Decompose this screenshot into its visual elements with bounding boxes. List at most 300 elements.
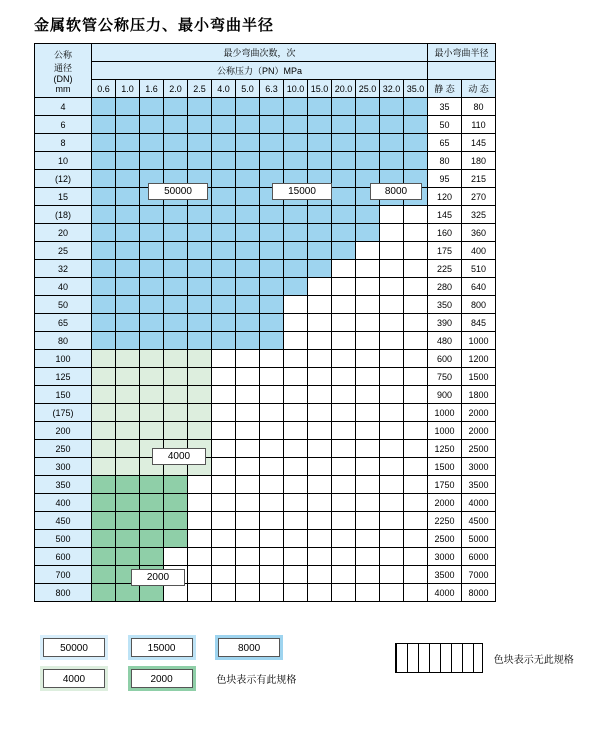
dn-cell: 800 xyxy=(35,584,92,602)
spec-cell xyxy=(236,350,260,368)
dynamic-radius-cell: 400 xyxy=(462,242,496,260)
static-radius-cell: 1000 xyxy=(428,404,462,422)
pressure-header-cell: 20.0 xyxy=(332,80,356,98)
table-row xyxy=(35,332,496,350)
static-header: 静 态 xyxy=(428,80,462,98)
spec-cell xyxy=(404,512,428,530)
spec-cell xyxy=(92,404,116,422)
dynamic-radius-cell: 510 xyxy=(462,260,496,278)
spec-cell xyxy=(140,530,164,548)
spec-cell xyxy=(116,530,140,548)
legend-swatch-2000 xyxy=(128,666,196,691)
spec-cell xyxy=(308,314,332,332)
spec-cell xyxy=(188,530,212,548)
spec-cell xyxy=(380,98,404,116)
spec-cell xyxy=(140,224,164,242)
bend-count-header: 最少弯曲次数，次 xyxy=(92,44,428,62)
header-row-1 xyxy=(35,44,496,62)
dn-cell: 6 xyxy=(35,116,92,134)
spec-cell xyxy=(188,242,212,260)
table-row xyxy=(35,314,496,332)
spec-cell xyxy=(236,332,260,350)
spec-cell xyxy=(188,206,212,224)
spec-cell xyxy=(308,98,332,116)
spec-cell xyxy=(92,278,116,296)
dn-cell: 100 xyxy=(35,350,92,368)
dn-cell: 50 xyxy=(35,296,92,314)
dn-cell: 150 xyxy=(35,386,92,404)
spec-cell xyxy=(140,332,164,350)
spec-cell xyxy=(284,368,308,386)
spec-cell xyxy=(404,116,428,134)
spec-cell xyxy=(212,188,236,206)
spec-cell xyxy=(188,512,212,530)
dynamic-radius-cell: 800 xyxy=(462,296,496,314)
table-row xyxy=(35,242,496,260)
spec-cell xyxy=(260,350,284,368)
table-row xyxy=(35,224,496,242)
spec-cell xyxy=(188,224,212,242)
spec-cell xyxy=(188,152,212,170)
spec-cell xyxy=(236,476,260,494)
spec-cell xyxy=(92,260,116,278)
spec-cell xyxy=(236,584,260,602)
spec-cell xyxy=(236,206,260,224)
spec-cell xyxy=(164,278,188,296)
static-radius-cell: 120 xyxy=(428,188,462,206)
spec-cell xyxy=(212,296,236,314)
spec-cell xyxy=(188,260,212,278)
spec-cell xyxy=(308,404,332,422)
spec-cell xyxy=(92,494,116,512)
dynamic-radius-cell: 3500 xyxy=(462,476,496,494)
spec-cell xyxy=(284,440,308,458)
spec-cell xyxy=(92,512,116,530)
pressure-header-cell: 32.0 xyxy=(380,80,404,98)
spec-cell xyxy=(356,584,380,602)
spec-cell xyxy=(332,278,356,296)
table-row xyxy=(35,530,496,548)
spec-cell xyxy=(236,152,260,170)
spec-cell xyxy=(284,404,308,422)
spec-cell xyxy=(332,332,356,350)
spec-cell xyxy=(188,404,212,422)
spec-cell xyxy=(308,368,332,386)
legend-note-left: 色块表示有此规格 xyxy=(216,675,297,686)
dynamic-radius-cell: 6000 xyxy=(462,548,496,566)
spec-cell xyxy=(212,224,236,242)
dn-cell: 15 xyxy=(35,188,92,206)
spec-cell xyxy=(332,170,356,188)
table-row xyxy=(35,440,496,458)
spec-cell xyxy=(332,404,356,422)
dynamic-radius-cell: 1500 xyxy=(462,368,496,386)
spec-cell xyxy=(164,404,188,422)
legend-swatch-4000 xyxy=(40,666,108,691)
spec-cell xyxy=(404,422,428,440)
table-body xyxy=(35,98,496,602)
spec-cell xyxy=(284,332,308,350)
spec-cell xyxy=(212,404,236,422)
spec-cell xyxy=(92,530,116,548)
spec-cell xyxy=(188,368,212,386)
spec-cell xyxy=(140,260,164,278)
static-radius-cell: 2500 xyxy=(428,530,462,548)
spec-cell xyxy=(404,566,428,584)
static-radius-cell: 3500 xyxy=(428,566,462,584)
dynamic-radius-cell: 845 xyxy=(462,314,496,332)
spec-cell xyxy=(380,224,404,242)
spec-cell xyxy=(284,314,308,332)
spec-cell xyxy=(236,134,260,152)
spec-cell xyxy=(404,152,428,170)
spec-cell xyxy=(164,134,188,152)
spec-cell xyxy=(140,422,164,440)
spec-cell xyxy=(140,206,164,224)
spec-cell xyxy=(284,512,308,530)
header-row-3 xyxy=(35,80,496,98)
spec-cell xyxy=(236,404,260,422)
spec-cell xyxy=(260,296,284,314)
static-radius-cell: 600 xyxy=(428,350,462,368)
dn-cell: 65 xyxy=(35,314,92,332)
dynamic-radius-cell: 80 xyxy=(462,98,496,116)
spec-cell xyxy=(116,260,140,278)
spec-cell xyxy=(116,116,140,134)
spec-cell xyxy=(380,260,404,278)
spec-cell xyxy=(92,386,116,404)
spec-cell xyxy=(116,440,140,458)
dynamic-radius-cell: 3000 xyxy=(462,458,496,476)
spec-cell xyxy=(92,170,116,188)
spec-cell xyxy=(284,386,308,404)
dynamic-radius-cell: 270 xyxy=(462,188,496,206)
spec-cell xyxy=(164,386,188,404)
table-row xyxy=(35,152,496,170)
dynamic-radius-cell: 2000 xyxy=(462,422,496,440)
spec-cell xyxy=(212,584,236,602)
spec-cell xyxy=(308,494,332,512)
spec-cell xyxy=(260,548,284,566)
spec-cell xyxy=(236,548,260,566)
spec-cell xyxy=(212,440,236,458)
static-radius-cell: 65 xyxy=(428,134,462,152)
spec-cell xyxy=(356,332,380,350)
spec-cell xyxy=(260,584,284,602)
spec-cell xyxy=(212,278,236,296)
static-radius-cell: 900 xyxy=(428,386,462,404)
spec-cell xyxy=(404,476,428,494)
table-row xyxy=(35,584,496,602)
spec-cell xyxy=(140,116,164,134)
spec-cell xyxy=(332,314,356,332)
spec-cell xyxy=(308,296,332,314)
pressure-header-cell: 10.0 xyxy=(284,80,308,98)
spec-cell xyxy=(236,314,260,332)
static-radius-cell: 1500 xyxy=(428,458,462,476)
static-radius-cell: 160 xyxy=(428,224,462,242)
static-radius-cell: 1750 xyxy=(428,476,462,494)
spec-cell xyxy=(380,548,404,566)
spec-cell xyxy=(260,440,284,458)
spec-cell xyxy=(332,440,356,458)
spec-cell xyxy=(116,476,140,494)
spec-cell xyxy=(164,296,188,314)
spec-cell xyxy=(260,278,284,296)
dn-cell: 450 xyxy=(35,512,92,530)
table-row xyxy=(35,548,496,566)
dn-header-line-4: mm xyxy=(55,83,71,94)
spec-cell xyxy=(212,170,236,188)
table-row xyxy=(35,386,496,404)
spec-cell xyxy=(260,566,284,584)
spec-cell xyxy=(356,494,380,512)
spec-cell xyxy=(236,566,260,584)
spec-cell xyxy=(404,134,428,152)
spec-cell xyxy=(380,134,404,152)
spec-cell xyxy=(332,368,356,386)
dn-cell: 125 xyxy=(35,368,92,386)
spec-cell xyxy=(284,296,308,314)
spec-cell xyxy=(212,116,236,134)
dn-cell: 600 xyxy=(35,548,92,566)
static-radius-cell: 480 xyxy=(428,332,462,350)
spec-cell xyxy=(140,278,164,296)
spec-cell xyxy=(164,530,188,548)
spec-cell xyxy=(92,566,116,584)
spec-cell xyxy=(308,116,332,134)
spec-cell xyxy=(188,296,212,314)
spec-cell xyxy=(164,116,188,134)
spec-cell xyxy=(356,242,380,260)
spec-cell xyxy=(356,296,380,314)
spec-cell xyxy=(212,566,236,584)
spec-cell xyxy=(332,548,356,566)
spec-cell xyxy=(92,296,116,314)
spec-cell xyxy=(356,404,380,422)
legend-stripe-group xyxy=(395,643,574,673)
spec-cell xyxy=(116,242,140,260)
static-radius-cell: 175 xyxy=(428,242,462,260)
dynamic-radius-cell: 1000 xyxy=(462,332,496,350)
dynamic-radius-cell: 145 xyxy=(462,134,496,152)
dn-cell: (175) xyxy=(35,404,92,422)
spec-cell xyxy=(308,206,332,224)
spec-cell xyxy=(212,98,236,116)
spec-cell xyxy=(308,458,332,476)
pressure-header-cell: 6.3 xyxy=(260,80,284,98)
spec-cell xyxy=(404,206,428,224)
spec-cell xyxy=(332,260,356,278)
table-row xyxy=(35,206,496,224)
spec-cell xyxy=(308,440,332,458)
overlay-label: 8000 xyxy=(370,183,422,200)
dn-header-line-1: 公称 xyxy=(53,49,72,60)
static-radius-cell: 2250 xyxy=(428,512,462,530)
static-radius-cell: 280 xyxy=(428,278,462,296)
spec-cell xyxy=(212,314,236,332)
spec-cell xyxy=(308,476,332,494)
dn-cell: 20 xyxy=(35,224,92,242)
spec-cell xyxy=(356,278,380,296)
spec-cell xyxy=(356,386,380,404)
spec-cell xyxy=(284,548,308,566)
spec-cell xyxy=(308,350,332,368)
dn-cell: 700 xyxy=(35,566,92,584)
spec-cell xyxy=(380,566,404,584)
spec-cell xyxy=(380,152,404,170)
spec-cell xyxy=(284,278,308,296)
spec-cell xyxy=(332,350,356,368)
pressure-header-cell: 4.0 xyxy=(212,80,236,98)
spec-cell xyxy=(260,332,284,350)
spec-cell xyxy=(140,242,164,260)
spec-cell xyxy=(188,278,212,296)
table-row xyxy=(35,188,496,206)
spec-cell xyxy=(284,566,308,584)
spec-cell xyxy=(140,494,164,512)
spec-cell xyxy=(236,386,260,404)
spec-cell xyxy=(116,296,140,314)
dn-header-cell xyxy=(35,44,92,98)
dynamic-radius-cell: 7000 xyxy=(462,566,496,584)
spec-cell xyxy=(212,476,236,494)
spec-cell xyxy=(284,584,308,602)
spec-cell xyxy=(284,260,308,278)
spec-cell xyxy=(260,134,284,152)
pressure-header-cell: 2.0 xyxy=(164,80,188,98)
spec-cell xyxy=(260,224,284,242)
static-radius-cell: 80 xyxy=(428,152,462,170)
spec-cell xyxy=(116,494,140,512)
spec-cell xyxy=(116,350,140,368)
spec-cell xyxy=(92,368,116,386)
spec-cell xyxy=(236,278,260,296)
spec-cell xyxy=(188,566,212,584)
static-radius-cell: 35 xyxy=(428,98,462,116)
spec-cell xyxy=(116,548,140,566)
spec-cell xyxy=(356,548,380,566)
spec-cell xyxy=(164,206,188,224)
spec-cell xyxy=(92,314,116,332)
spec-cell xyxy=(188,548,212,566)
spec-cell xyxy=(356,422,380,440)
spec-cell xyxy=(236,512,260,530)
spec-cell xyxy=(332,206,356,224)
spec-cell xyxy=(356,350,380,368)
spec-cell xyxy=(188,584,212,602)
spec-cell xyxy=(380,206,404,224)
spec-cell xyxy=(284,494,308,512)
spec-cell xyxy=(356,530,380,548)
table-row xyxy=(35,422,496,440)
table-row xyxy=(35,98,496,116)
spec-cell xyxy=(116,404,140,422)
spec-cell xyxy=(380,314,404,332)
spec-cell xyxy=(356,476,380,494)
legend-label-50000: 50000 xyxy=(43,638,105,657)
spec-cell xyxy=(284,458,308,476)
spec-cell xyxy=(260,98,284,116)
pressure-header-cell: 1.0 xyxy=(116,80,140,98)
spec-cell xyxy=(188,494,212,512)
spec-cell xyxy=(140,296,164,314)
spec-cell xyxy=(404,458,428,476)
dn-cell: 250 xyxy=(35,440,92,458)
table-row xyxy=(35,260,496,278)
spec-cell xyxy=(236,494,260,512)
spec-cell xyxy=(116,188,140,206)
spec-cell xyxy=(380,242,404,260)
table-row xyxy=(35,494,496,512)
header-row-2 xyxy=(35,62,496,80)
spec-cell xyxy=(92,152,116,170)
spec-cell xyxy=(164,512,188,530)
spec-cell xyxy=(332,296,356,314)
spec-cell xyxy=(164,422,188,440)
spec-cell xyxy=(356,440,380,458)
legend-swatch-50000 xyxy=(40,635,108,660)
spec-cell xyxy=(380,350,404,368)
spec-cell xyxy=(380,278,404,296)
static-radius-cell: 145 xyxy=(428,206,462,224)
pressure-header-cell: 15.0 xyxy=(308,80,332,98)
spec-cell xyxy=(308,242,332,260)
spec-cell xyxy=(404,224,428,242)
spec-cell xyxy=(116,584,140,602)
spec-cell xyxy=(308,386,332,404)
spec-cell xyxy=(212,332,236,350)
spec-cell xyxy=(404,584,428,602)
dn-cell: 8 xyxy=(35,134,92,152)
spec-cell xyxy=(92,458,116,476)
spec-cell xyxy=(404,260,428,278)
spec-cell xyxy=(260,314,284,332)
spec-cell xyxy=(140,368,164,386)
spec-cell xyxy=(116,206,140,224)
dynamic-header: 动 态 xyxy=(462,80,496,98)
spec-cell xyxy=(380,584,404,602)
spec-cell xyxy=(236,458,260,476)
spec-cell xyxy=(260,386,284,404)
spec-cell xyxy=(188,134,212,152)
dn-cell: 4 xyxy=(35,98,92,116)
spec-cell xyxy=(380,386,404,404)
spec-cell xyxy=(308,278,332,296)
table-row xyxy=(35,368,496,386)
spec-cell xyxy=(380,296,404,314)
spec-cell xyxy=(284,350,308,368)
page-title: 金属软管公称压力、最小弯曲半径 xyxy=(34,18,275,34)
legend-label-8000: 8000 xyxy=(218,638,280,657)
legend xyxy=(40,635,580,697)
spec-cell xyxy=(92,116,116,134)
spec-cell xyxy=(188,314,212,332)
spec-cell xyxy=(332,584,356,602)
spec-cell xyxy=(380,512,404,530)
spec-cell xyxy=(140,314,164,332)
spec-cell xyxy=(92,242,116,260)
spec-cell xyxy=(116,386,140,404)
spec-cell xyxy=(212,260,236,278)
spec-cell xyxy=(332,422,356,440)
dynamic-radius-cell: 325 xyxy=(462,206,496,224)
spec-cell xyxy=(236,242,260,260)
table-row xyxy=(35,404,496,422)
dynamic-radius-cell: 2500 xyxy=(462,440,496,458)
spec-cell xyxy=(404,530,428,548)
spec-cell xyxy=(332,188,356,206)
